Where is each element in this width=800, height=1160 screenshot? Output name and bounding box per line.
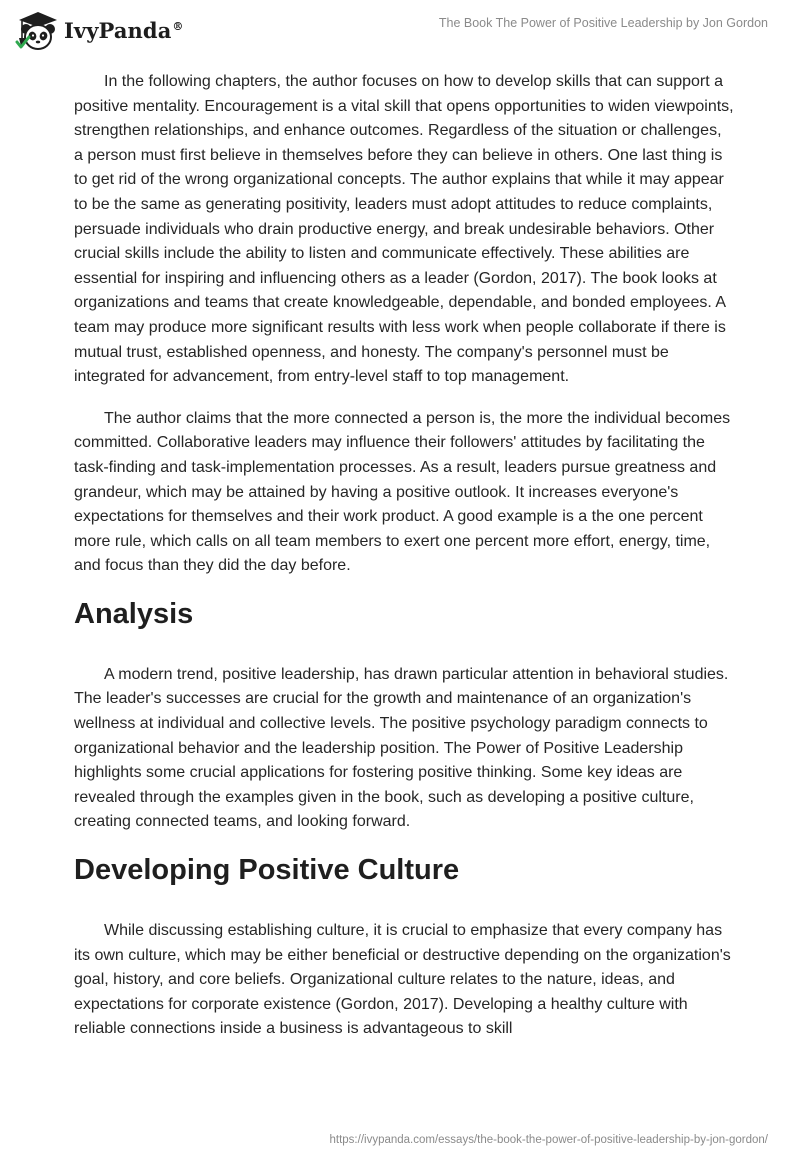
heading-analysis: Analysis (74, 597, 194, 630)
paragraph-3: A modern trend, positive leadership, has drawn particular attention in behavioral studies. The leader's successes are crucial for the growth and maintenance of an organization's wellness at individual and collective levels. The positive psychology paradigm connects to organizational behavior and the leadership position. The Power of Positive Leadership highlights some crucial applications for fostering positive thinking. Some key ideas are revealed through the examples given in the book, such as developing a positive culture, creating connected teams, and looking forward. (74, 665, 729, 831)
paragraph-1: In the following chapters, the author focuses on how to develop skills that can support a positive mentality. Encouragement is a vital skill that opens opportunities to widen viewpoints, strengthen relationships, and enhance outcomes. Regardless of the situation or challenges, a person must first believe in themselves before they can believe in others. One last thing is to get rid of the wrong organizational concepts. The author explains that while it may appear to be the same as generating positivity, leaders must adopt attitudes to reduce complaints, persuade individuals who drain productive energy, and break undesirable behaviors. Other crucial skills include the ability to listen and communicate effectively. These abilities are essential for inspiring and influencing others as a leader (Gordon, 2017). The book looks at organizations and teams that create knowledgeable, dependable, and bonded employees. A team may produce more significant results with less work when people collaborate if there is mutual trust, established openness, and honesty. The company's personnel must be integrated for advancement, from entry-level staff to top management. (74, 73, 734, 386)
page-header (0, 0, 800, 60)
registered-mark: ® (172, 19, 184, 33)
brand-name: IvyPanda® (64, 17, 184, 43)
document-title: The Book The Power of Positive Leadership by Jon Gordon (438, 16, 768, 30)
essay-body (74, 70, 734, 1059)
heading-developing-positive-culture: Developing Positive Culture (74, 854, 460, 887)
paragraph-2: The author claims that the more connected a person is, the more the individual becomes committed. Collaborative leaders may influence their followers' attitudes by facilitating the task-finding and task-implementation processes. As a result, leaders pursue greatness and grandeur, which may be attained by having a positive outlook. It increases everyone's expectations for themselves and their work product. A good example is a the one percent more rule, which calls on all team members to exert one percent more effort, energy, time, and focus than they did the day before. (74, 409, 731, 575)
source-url[interactable]: https://ivypanda.com/essays/the-book-the-power-of-positive-leadership-by-jon-gordon/ (329, 1134, 768, 1146)
panda-graduation-cap-icon (14, 8, 62, 52)
paragraph-4: While discussing establishing culture, it is crucial to emphasize that every company has its own culture, which may be either beneficial or destructive depending on the organization's goal, history, and core beliefs. Organizational culture relates to the nature, ideas, and expectations for corporate existence (Gordon, 2017). Developing a healthy culture with reliable connections inside a business is advantageous to skill (74, 922, 731, 1038)
brand-logo[interactable] (14, 8, 184, 52)
